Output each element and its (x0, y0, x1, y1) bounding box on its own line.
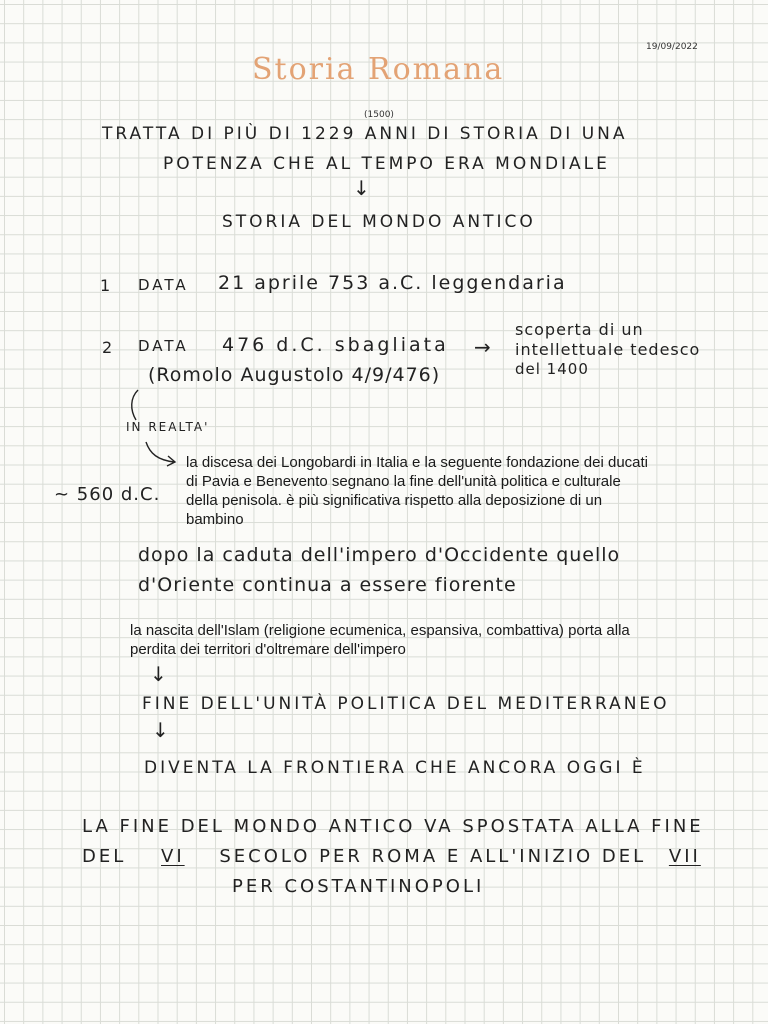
date-1-value: 21 aprile 753 a.C. leggendaria (218, 272, 567, 294)
bracket-curve-icon (126, 388, 146, 422)
intro-line-3: STORIA DEL MONDO ANTICO (222, 212, 536, 232)
down-arrow-icon: ↓ (150, 662, 167, 686)
reality-approx-date: ~ 560 d.C. (54, 484, 161, 505)
intro-note: (1500) (364, 110, 394, 120)
date-2-note-line-2: intellettuale tedesco (515, 340, 701, 359)
date-2-note-line-1: scoperta di un (515, 320, 644, 339)
islam-text: la nascita dell'Islam (religione ecumenica, espansiva, combattiva) porta alla perdita dei territori d'oltremare dell'impero (130, 622, 630, 658)
reality-label: IN REALTA' (126, 420, 210, 434)
intro-line-2: POTENZA CHE AL TEMPO ERA MONDIALE (163, 154, 610, 174)
date-2-paren: (Romolo Augustolo 4/9/476) (148, 364, 441, 386)
date-stamp: 19/09/2022 (646, 42, 698, 52)
curved-arrow-icon (144, 440, 180, 468)
right-arrow-icon: → (474, 335, 491, 359)
roman-numeral-7: VII (668, 846, 701, 867)
conclusion-del: DEL (82, 846, 127, 867)
down-arrow-icon: ↓ (353, 176, 370, 200)
frontier-line: DIVENTA LA FRONTIERA CHE ANCORA OGGI È (144, 758, 646, 778)
date-2-note-line-3: del 1400 (515, 360, 589, 378)
date-1-label: DATA (138, 276, 189, 294)
mediterranean-line: FINE DELL'UNITÀ POLITICA DEL MEDITERRANEO (142, 694, 670, 714)
east-line-1: dopo la caduta dell'impero d'Occidente quello (138, 544, 621, 566)
date-2-value: 476 d.C. sbagliata (222, 334, 449, 356)
date-2-label: DATA (138, 337, 189, 355)
down-arrow-icon: ↓ (152, 718, 169, 742)
east-line-2: d'Oriente continua a essere fiorente (138, 574, 517, 596)
conclusion-line-1: LA FINE DEL MONDO ANTICO VA SPOSTATA ALLA FINE (82, 816, 704, 837)
conclusion-century: SECOLO PER ROMA E ALL'INIZIO DEL (219, 846, 647, 867)
date-2-number: 2 (102, 338, 114, 357)
intro-line-1: TRATTA DI PIÙ DI 1229 ANNI DI STORIA DI UNA (102, 124, 628, 144)
page-title: Storia Romana (252, 52, 505, 87)
conclusion-line-3: PER COSTANTINOPOLI (232, 876, 485, 897)
reality-text: la discesa dei Longobardi in Italia e la seguente fondazione dei ducati di Pavia e Benevento segnano la fine dell'unità politica e culturale della penisola. è più significativa rispetto alla deposizione di un bambino (186, 454, 648, 528)
conclusion-line-2 (82, 846, 701, 867)
roman-numeral-6: VI (161, 846, 185, 867)
date-1-number: 1 (100, 276, 112, 295)
